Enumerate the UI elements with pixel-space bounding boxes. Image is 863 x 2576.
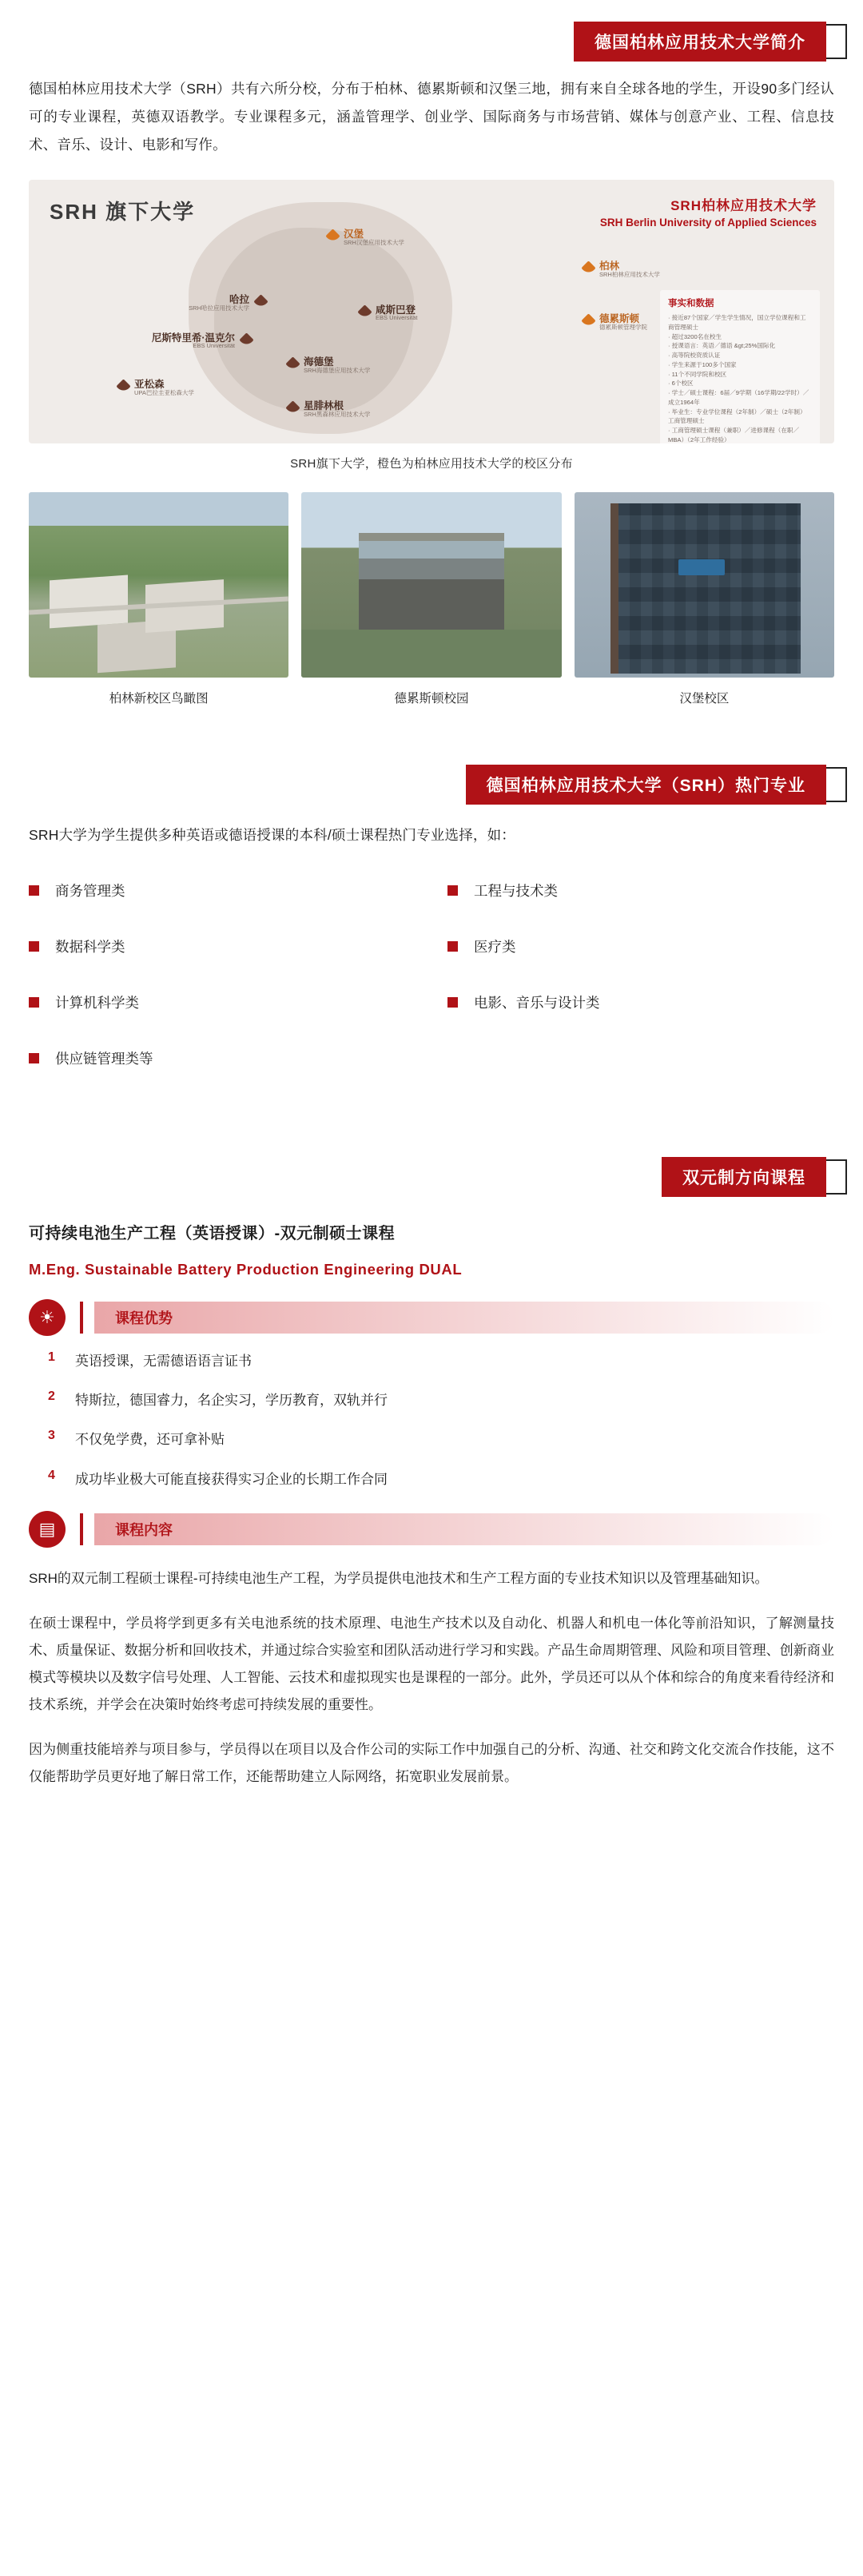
list-item-label: 供应链管理类等 — [55, 1050, 153, 1067]
map-caption: SRH旗下大学，橙色为柏林应用技术大学的校区分布 — [290, 457, 573, 471]
list-item — [48, 1389, 834, 1411]
list-item — [29, 1030, 416, 1086]
map-facts-line: · 学士／硕士课程：6届／9学期（16学期/22学时）／成立1964年 — [668, 389, 809, 406]
map-pin-label: 德累斯顿 — [599, 313, 640, 324]
map-facts-box — [660, 290, 820, 443]
map-pin-label: 咸斯巴登 — [376, 304, 416, 316]
list-item-label: 商务管理类 — [55, 882, 125, 899]
list-item-empty — [447, 1030, 834, 1086]
advantages-ribbon-label: 课程优势 — [94, 1302, 834, 1334]
content-paragraph: 在硕士课程中，学员将学到更多有关电池系统的技术原理、电池生产技术以及自动化、机器人和机电一体化等前沿知识，了解测量技术、质量保证、数据分析和回收技术，并通过综合实验室和团队活动进行学习和实践。产品生命周期管理、风险和项目管理、创新商业模式等模块以及数字信号处理、人工智能、云技术和虚拟现实也是课程的一部分。此外，学员还可以从个体和综合的角度来看待经济和技术系统，并学会在决策时始终考虑可持续发展的重要性。 — [29, 1615, 834, 1712]
map-pin-label: 哈拉 — [229, 294, 249, 305]
map-pin-label: 海德堡 — [304, 356, 334, 368]
header-bracket-decoration — [826, 24, 847, 59]
list-item-label: 特斯拉，德国睿力，名企实习，学历教育，双轨并行 — [75, 1393, 388, 1409]
dual-program-subtitle: M.Eng. Sustainable Battery Production Engineering DUAL — [29, 1261, 463, 1278]
map-right-title-en: SRH Berlin University of Applied Sciences — [599, 217, 817, 229]
list-item-label: 医疗类 — [474, 938, 516, 955]
section-header-majors — [0, 762, 863, 807]
content-paragraph: SRH的双元制工程硕士课程-可持续电池生产工程，为学员提供电池技术和生产工程方面的专业技术知识以及管理基础知识。 — [29, 1570, 769, 1586]
dual-program-title: 可持续电池生产工程（英语授课）-双元制硕士课程 — [29, 1225, 396, 1242]
dual-program-block — [0, 1220, 863, 1791]
map-right-title — [600, 194, 817, 229]
content-paragraph: 因为侧重技能培养与项目参与，学员得以在项目以及合作公司的实际工作中加强自己的分析、沟通、社交和跨文化交流合作技能，这不仅能帮助学员更好地了解日常工作，还能帮助建立人际网络，拓宽职业发展前景。 — [29, 1741, 834, 1784]
list-item — [447, 974, 834, 1030]
list-item-label: 工程与技术类 — [474, 882, 558, 899]
list-item-label: 计算机科学类 — [55, 994, 139, 1011]
map-facts-line: · 11个不同学院和校区 — [668, 370, 727, 378]
list-item-label: 英语授课，无需德语语言证书 — [75, 1354, 252, 1369]
bullet-square-icon — [29, 941, 39, 952]
map-facts-line: · 6个校区 — [668, 380, 694, 388]
header-bracket-decoration — [826, 767, 847, 802]
hamburg-campus-photo — [575, 492, 834, 678]
map-pin-sublabel: 德累斯顿管理学院 — [599, 324, 647, 331]
map-facts-line: · 授课语言：英语／德语 &gt;25%国际化 — [668, 342, 776, 350]
bullet-square-icon — [29, 997, 39, 1008]
photo-caption: 柏林新校区鸟瞰图 — [109, 692, 209, 706]
list-item-label: 数据科学类 — [55, 938, 125, 955]
header-bracket-decoration — [826, 1159, 847, 1195]
list-item — [48, 1350, 834, 1372]
campus-photo-item — [301, 492, 561, 706]
campus-photo-item — [29, 492, 288, 706]
map-pin-sublabel: EBS Universität — [376, 314, 418, 321]
advantages-ribbon — [29, 1299, 834, 1336]
map-pin-sublabel: UPA巴拉圭亚松森大学 — [134, 389, 194, 396]
bullet-square-icon — [447, 997, 458, 1008]
map-facts-line: · 毕业生：专业学位课程（2年制）／硕士（2年制）工商管理硕士 — [668, 407, 806, 425]
list-item-label: 电影、音乐与设计类 — [474, 994, 600, 1011]
section-header-dual — [0, 1155, 863, 1199]
list-item — [447, 862, 834, 918]
map-pin-icon — [581, 260, 595, 275]
list-item-number: 3 — [48, 1429, 55, 1443]
map-pin-sublabel: SRH汉堡应用技术大学 — [344, 239, 404, 246]
intro-paragraph: 德国柏林应用技术大学（SRH）共有六所分校，分布于柏林、德累斯顿和汉堡三地，拥有来自全球各地的学生，开设90多门经认可的专业课程，英德双语教学。专业课程多元，涵盖管理学、创业学、国际商务与市场营销、媒体与创意产业、工程、信息技术、音乐、设计、电影和写作。 — [29, 81, 834, 153]
map-facts-line: · 接近87个国家／学生学生情况，国立学位课程和工商管理硕士 — [668, 314, 806, 331]
map-pin-sublabel: SRH黑森林应用技术大学 — [304, 411, 371, 418]
map-title: SRH 旗下大学 — [50, 200, 196, 224]
map-pin-sublabel: SRH哈拉应用技术大学 — [189, 304, 249, 312]
map-pin-sublabel: EBS Universität — [193, 342, 235, 349]
dresden-campus-photo — [301, 492, 561, 678]
section-title-majors: 德国柏林应用技术大学（SRH）热门专业 — [466, 765, 826, 805]
ribbon-divider — [80, 1513, 83, 1545]
section-header-intro — [0, 19, 863, 64]
ribbon-divider — [80, 1302, 83, 1334]
map-pin-label: 亚松森 — [134, 379, 165, 390]
map-facts-line: · 高等院校资质认证 — [668, 352, 721, 360]
list-item-number: 2 — [48, 1389, 55, 1404]
campus-photo-row — [0, 492, 863, 706]
map-pin-sublabel: SRH海德堡应用技术大学 — [304, 367, 371, 374]
map-pin-label: 尼斯特里希·温克尔 — [151, 332, 235, 344]
map-pin-icon — [116, 379, 130, 393]
map-pin-sublabel: SRH柏林应用技术大学 — [599, 271, 660, 278]
advantages-list — [29, 1350, 834, 1490]
photo-caption: 德累斯顿校园 — [394, 692, 469, 706]
map-facts-line: · 学生来源于100多个国家 — [668, 360, 737, 368]
map-facts-line: · 超过3200名在校生 — [668, 332, 722, 340]
campus-photo-item — [575, 492, 834, 706]
map-pin-label: 柏林 — [599, 260, 620, 272]
section-title-intro: 德国柏林应用技术大学简介 — [574, 22, 826, 62]
majors-intro-text: SRH大学为学生提供多种英语或德语授课的本科/硕士课程热门专业选择，如： — [29, 827, 516, 843]
list-item — [29, 974, 416, 1030]
section-title-dual: 双元制方向课程 — [662, 1157, 826, 1197]
majors-list — [0, 849, 863, 1086]
map-facts-line: · 工商管理硕士课程（兼职）／进修课程（在职／MBA）（2年工作经验） — [668, 427, 800, 443]
list-item-label: 成功毕业极大可能直接获得实习企业的长期工作合同 — [75, 1471, 388, 1487]
list-item-number: 1 — [48, 1350, 55, 1364]
list-item-number: 4 — [48, 1468, 55, 1482]
map-pin-label: 汉堡 — [344, 229, 364, 240]
photo-caption: 汉堡校区 — [679, 692, 730, 706]
bullet-square-icon — [29, 885, 39, 896]
map-pin-icon — [581, 313, 595, 328]
map-right-title-cn: SRH柏林应用技术大学 — [670, 198, 817, 213]
bullet-square-icon — [29, 1053, 39, 1063]
berlin-campus-aerial-photo — [29, 492, 288, 678]
content-ribbon — [29, 1511, 834, 1548]
list-item — [447, 918, 834, 974]
sun-icon: ☀ — [29, 1299, 66, 1336]
map-pin-label: 星腓林根 — [304, 400, 344, 411]
book-icon: ▤ — [29, 1511, 66, 1548]
list-item — [29, 918, 416, 974]
list-item — [29, 862, 416, 918]
list-item — [48, 1469, 834, 1490]
bullet-square-icon — [447, 885, 458, 896]
list-item — [48, 1429, 834, 1450]
bullet-square-icon — [447, 941, 458, 952]
content-ribbon-label: 课程内容 — [94, 1513, 834, 1545]
srh-universities-map — [29, 180, 834, 443]
list-item-label: 不仅免学费，还可拿补贴 — [75, 1432, 225, 1448]
map-facts-title: 事实和数据 — [668, 299, 714, 308]
